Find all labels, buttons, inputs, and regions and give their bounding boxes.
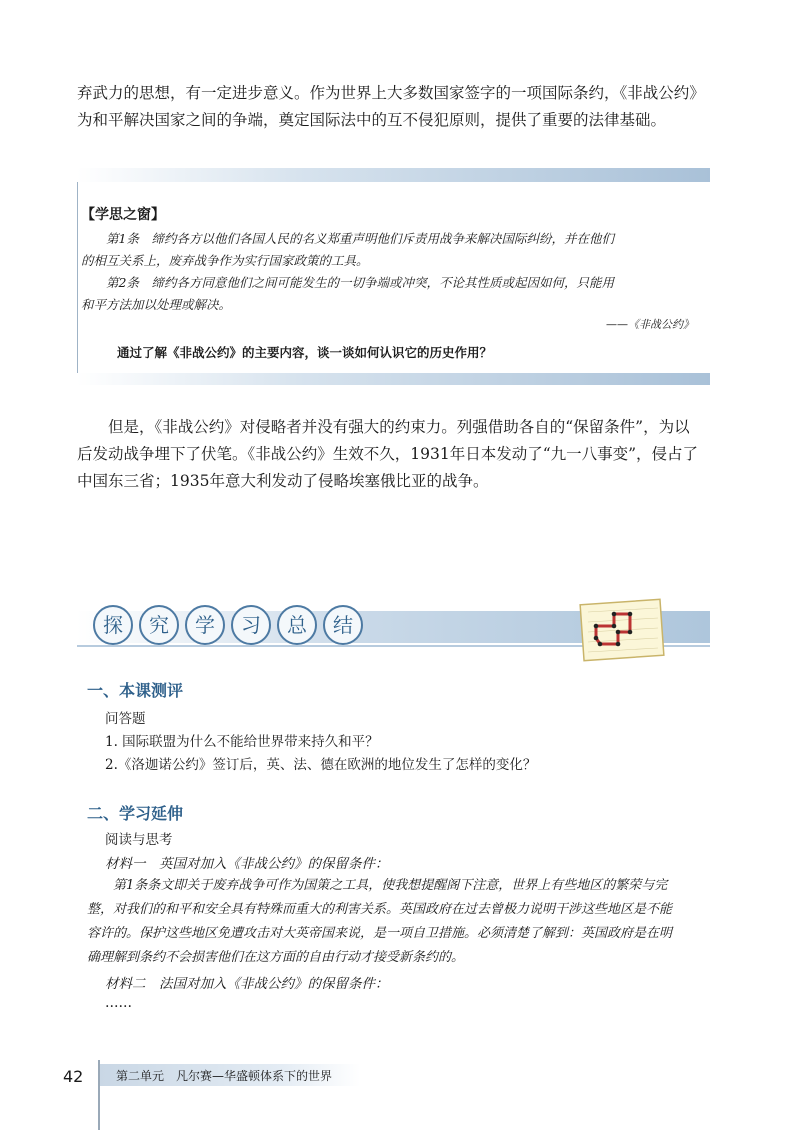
paragraph-line: 弃武力的思想，有一定进步意义。作为世界上大多数国家签字的一项国际条约，《非战公约》 bbox=[77, 84, 705, 102]
study-window-box bbox=[77, 168, 710, 385]
material-line: 确理解到条约不会损害他们在这方面的自由行动才接受新条约的。 bbox=[87, 950, 465, 965]
box-left-border bbox=[77, 182, 78, 373]
banner-char: 学 bbox=[185, 605, 225, 645]
banner-char: 究 bbox=[139, 605, 179, 645]
banner-char: 探 bbox=[93, 605, 133, 645]
paragraph-line: 中国东三省；1935年意大利发动了侵略埃塞俄比亚的战争。 bbox=[77, 472, 489, 490]
top-paragraph bbox=[77, 80, 727, 134]
study-window-title: 【学思之窗】 bbox=[81, 207, 165, 223]
banner-char: 结 bbox=[323, 605, 363, 645]
ellipsis: …… bbox=[105, 995, 132, 1011]
box-bottom-band bbox=[77, 373, 710, 385]
section1-subheading: 问答题 bbox=[105, 711, 146, 727]
banner-title bbox=[93, 605, 363, 645]
banner-char: 习 bbox=[231, 605, 271, 645]
material2-title: 材料二 法国对加入《非战公约》的保留条件： bbox=[105, 976, 389, 992]
paragraph-line: 为和平解决国家之间的争端，奠定国际法中的互不侵犯原则，提供了重要的法律基础。 bbox=[77, 111, 667, 129]
section1-heading: 一、本课测评 bbox=[87, 681, 184, 700]
question-item: 2.《洛迦诺公约》签订后，英、法、德在欧洲的地位发生了怎样的变化？ bbox=[105, 757, 537, 773]
treaty-source: ——《非战公约》 bbox=[606, 318, 694, 331]
middle-paragraph bbox=[77, 414, 727, 495]
page-number: 42 bbox=[63, 1067, 84, 1086]
material-line: 整，对我们的和平和安全具有特殊而重大的利害关系。英国政府在过去曾极力说明干涉这些地区是不能 bbox=[87, 902, 673, 917]
treaty-line: 的相互关系上，废弃战争作为实行国家政策的工具。 bbox=[81, 253, 369, 268]
section2-heading: 二、学习延伸 bbox=[87, 804, 184, 823]
material1-title: 材料一 英国对加入《非战公约》的保留条件： bbox=[105, 856, 389, 872]
material1-text bbox=[87, 874, 727, 970]
study-question: 通过了解《非战公约》的主要内容，谈一谈如何认识它的历史作用？ bbox=[117, 345, 493, 360]
question-item: 1. 国际联盟为什么不能给世界带来持久和平？ bbox=[105, 734, 379, 750]
unit-title: 第二单元 凡尔赛—华盛顿体系下的世界 bbox=[116, 1069, 333, 1083]
material-line: 第1条条文即关于废弃战争可作为国策之工具，使我想提醒阁下注意，世界上有些地区的繁荣与完 bbox=[87, 878, 668, 893]
treaty-line: 第1条 缔约各方以他们各国人民的名义郑重声明他们斥责用战争来解决国际纠纷，并在他们 bbox=[81, 231, 614, 246]
paragraph-line: 后发动战争埋下了伏笔。《非战公约》生效不久，1931年日本发动了“九一八事变”，侵占了 bbox=[77, 445, 699, 463]
paragraph-line: 但是，《非战公约》对侵略者并没有强大的约束力。列强借助各自的“保留条件”，为以 bbox=[77, 418, 690, 436]
section2-subheading: 阅读与思考 bbox=[105, 832, 173, 848]
box-top-band bbox=[77, 168, 710, 182]
banner-char: 总 bbox=[277, 605, 317, 645]
material-line: 容许的。保护这些地区免遭攻击对大英帝国来说，是一项自卫措施。必须清楚了解到：英国政府是在明 bbox=[87, 926, 673, 941]
summary-badge-icon bbox=[578, 598, 668, 664]
treaty-line: 第2条 缔约各方同意他们之间可能发生的一切争端或冲突，不论其性质或起因如何，只能用 bbox=[81, 275, 614, 290]
treaty-line: 和平方法加以处理或解决。 bbox=[81, 297, 232, 312]
